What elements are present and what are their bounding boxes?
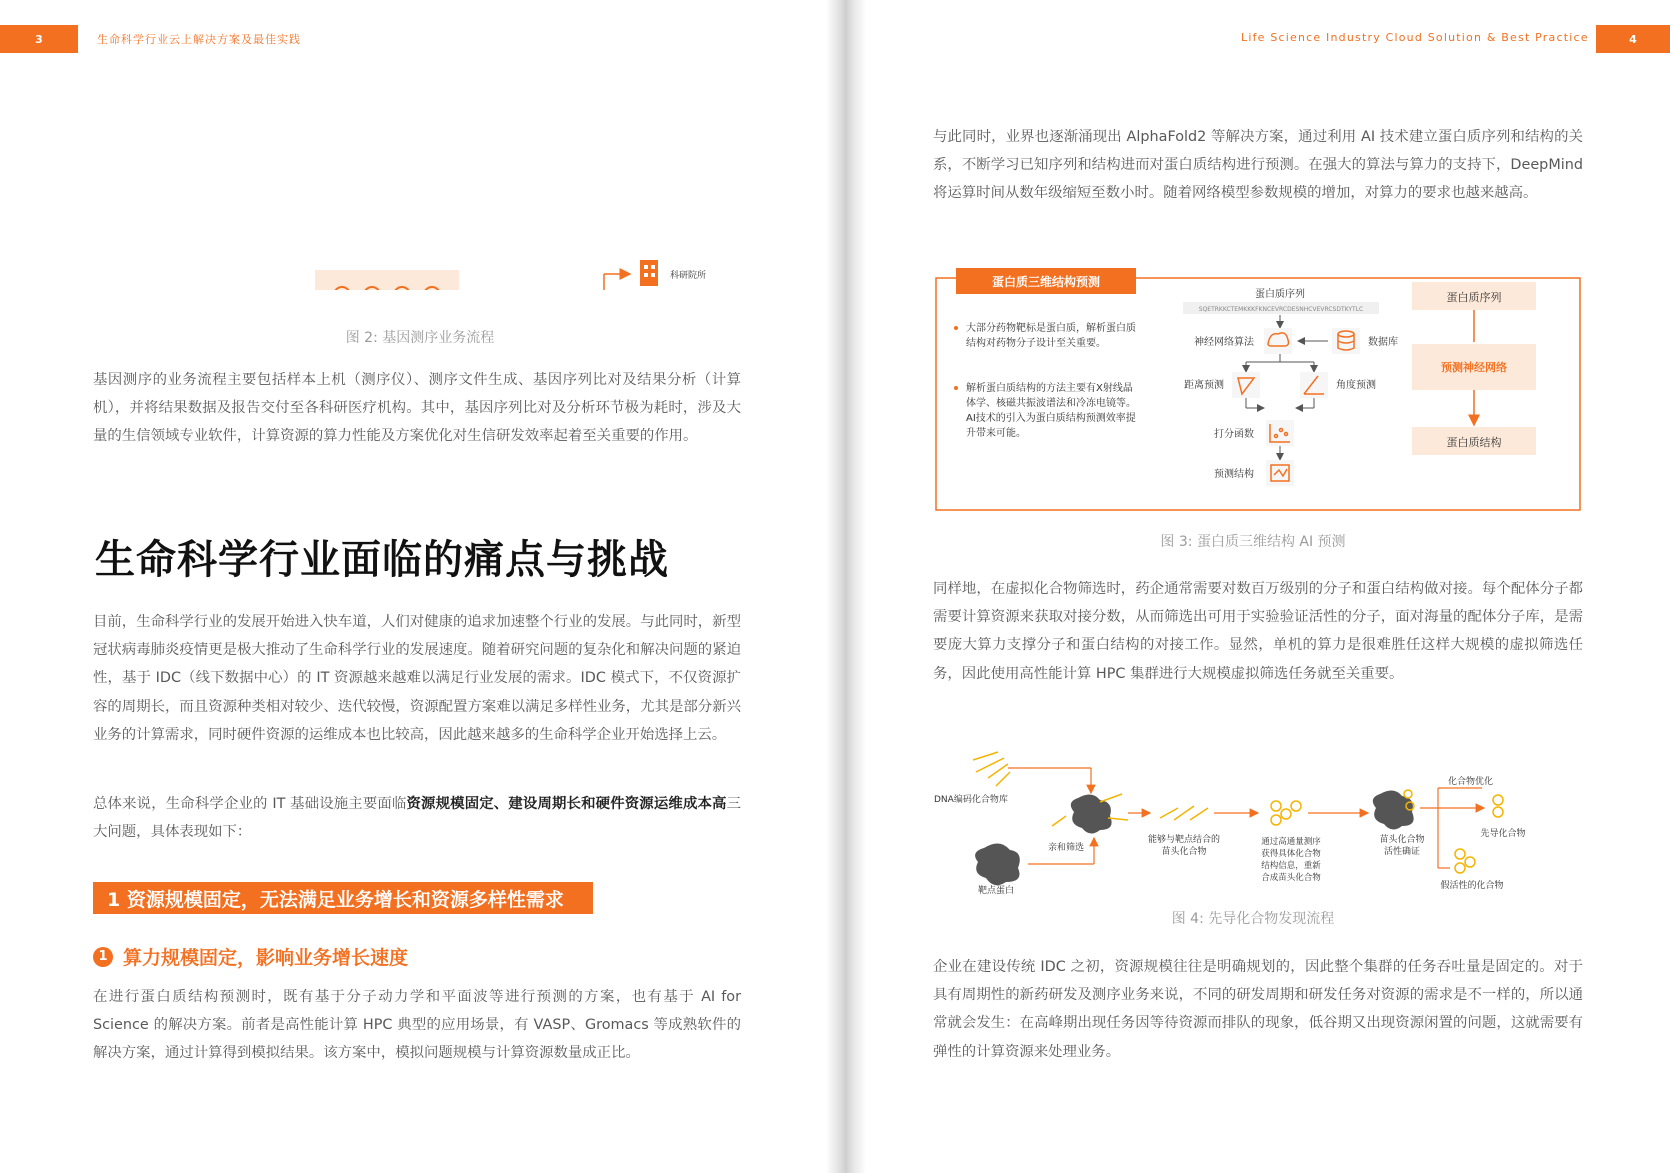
pipeline-box-label: 蛋白质序列 [1446,291,1502,304]
paragraph: 基因测序的业务流程主要包括样本上机（测序仪）、测序文件生成、基因序列比对及结果分析（计算机），并将结果数据及报告交付至各科研医疗机构。其中，基因序列比对及分析环节极为耗时，涉及大量的生信领域专业软件，计算资源的算力性能及方案优化对生信研发效率起着至关重要的作用。 [93,372,741,445]
predicted-label: 预测结构 [1214,469,1254,480]
page-number: 3 [0,25,78,53]
db-label: 数据库 [1368,337,1398,348]
protein-structure-prediction-diagram [838,260,1670,520]
subsection-title [93,943,408,970]
figure2-caption: 图 2: 基因测序业务流程 [345,330,495,346]
hits-label: 活性确证 [1383,847,1421,857]
paragraph: 与此同时，业界也逐渐涌现出 AlphaFold2 等解决方案，通过利用 AI 技术建立蛋白质序列和结构的关系，不断学习已知序列和结构进而对蛋白质结构进行预测。在强大的算法与算力的支持下，DeepMind 将运算时间从数年级缩短至数小时。随着网络模型参数规模的增加，对算力的要求也越来越高。 [933,129,1583,202]
molecule-icon [1271,801,1301,825]
bullet-text: 结构对药物分子设计至关重要。 [966,338,1106,349]
score-label: 打分函数 [1214,429,1254,440]
lead-label: 先导化合物 [1480,829,1526,839]
false-positive-icon [1455,849,1475,873]
paragraph: 目前，生命科学行业的发展开始进入快车道，人们对健康的追求加速整个行业的发展。与此同时，新型冠状病毒肺炎疫情更是极大推动了生命科学行业的发展速度。随着研究问题的复杂化和解决问题的紧迫性，基于 IDC（线下数据中心）的 IT 资源越来越难以满足行业发展的需求。IDC 模式下，不仅资源扩容的周期长，而且资源种类相对较少、迭代较慢，资源配置方案难以满足多样性业务，尤其是部分新兴业务的计算需求，同时硬件资源的运维成本也比较高，因此越来越多的生命科学企业开始选择上云。 [93,614,741,743]
hts-label: 获得具体化合物 [1261,849,1321,859]
lead-compound-discovery-diagram [838,738,1670,898]
binders-label: 能够与靶点结合的 [1147,835,1221,845]
target-protein-icon [975,843,1020,885]
gene-sequencing-flow-diagram [0,130,838,290]
distance-label: 距离预测 [1184,380,1224,391]
binders-label: 苗头化合物 [1161,847,1207,857]
target-label: 靶点蛋白 [978,886,1015,896]
right-page [838,0,1670,1173]
paragraph: 同样地，在虚拟化合物筛选时，药企通常需要对数百万级别的分子和蛋白结构做对接。每个配体分子都需要计算资源来获取对接分数，从而筛选出可用于实验验证活性的分子，面对海量的配体分子库，是需要庞大算力支撑分子和蛋白结构的对接工作。显然，单机的算力是很难胜任这样大规模的虚拟筛选任务，因此使用高性能计算 HPC 集群进行大规模虚拟筛选任务就至关重要。 [933,581,1583,682]
figure4-caption: 图 4: 先导化合物发现流程 [1171,911,1335,927]
hts-label: 结构信息，重新 [1261,861,1321,871]
false-positive-label: 假活性的化合物 [1440,881,1504,891]
hits-label: 苗头化合物 [1379,835,1425,845]
bullet-text: 升带来可能。 [966,428,1026,439]
bullet-text: 体学、核磁共振波谱法和冷冻电镜等。 [966,398,1136,409]
ngs-platform-box [315,270,459,290]
sequence-label: 蛋白质序列 [1255,289,1305,300]
binders-icon [1160,806,1208,820]
dna-library-icon [973,752,1010,786]
page-number: 4 [1596,25,1670,53]
hts-label: 通过高通量测序 [1261,837,1321,847]
section-heading: 生命科学行业面临的痛点与挑战 [95,537,669,583]
research-building-icon [640,260,658,286]
subsection-banner: 1 资源规模固定，无法满足业务增长和资源多样性需求 [93,882,593,914]
summary-text: 三大问题，具体表现如下： [93,796,741,841]
dna-library-label: DNA编码化合物库 [934,795,1008,805]
running-header: 生命科学行业云上解决方案及最佳实践 [97,33,301,46]
paragraph: 在进行蛋白质结构预测时，既有基于分子动力学和平面波等进行预测的方案，也有基于 AI for Science 的解决方案。前者是高性能计算 HPC 典型的应用场景，有 VASP、Gromacs 等成熟软件的解决方案，通过计算得到模拟结果。该方案中，模拟问题规模与计算资源数量成正比。 [93,989,741,1062]
lead-compound-icon [1493,795,1503,817]
hts-label: 合成苗头化合物 [1261,873,1321,883]
summary-text: 总体来说，生命科学企业的 IT 基础设施主要面临 [93,796,407,812]
paragraph-summary [93,790,741,846]
nn-label: 神经网络算法 [1194,337,1254,348]
bullet-text: 大部分药物靶标是蛋白质，解析蛋白质 [966,323,1136,334]
figure-title: 蛋白质三维结构预测 [991,275,1101,289]
bullet-text: AI技术的引入为蛋白质结构预测效率提 [966,413,1136,424]
dest-research-label: 科研院所 [670,271,707,281]
optimization-label: 化合物优化 [1448,777,1494,787]
sequence-text: SQETRKKCTEMKKKFKNCEVRCDESNHCVEVRCSDTKYTLC [1198,306,1364,313]
angle-label: 角度预测 [1336,380,1376,391]
pipeline-box-label: 蛋白质结构 [1446,436,1502,449]
screen-label: 亲和筛选 [1048,843,1085,853]
pipeline-box-label: 预测神经网络 [1441,361,1507,374]
subsection-number: 1 [93,947,113,967]
subsection-title-text: 算力规模固定，影响业务增长速度 [123,947,409,969]
running-header: Life Science Industry Cloud Solution & Best Practice [1241,31,1589,44]
book-gutter [826,0,866,1173]
bullet-text: 解析蛋白质结构的方法主要有X射线晶 [966,383,1133,394]
figure3-caption: 图 3: 蛋白质三维结构 AI 预测 [1160,534,1346,550]
paragraph: 企业在建设传统 IDC 之初，资源规模往往是明确规划的，因此整个集群的任务吞吐量是固定的。对于具有周期性的新药研发及测序业务来说，不同的研发周期和研发任务对资源的需求是不一样的，所以通常就会发生：在高峰期出现任务因等待资源而排队的现象，低谷期又出现资源闲置的问题，这就需要有弹性的计算资源来处理业务。 [933,959,1583,1060]
summary-bold: 资源规模固定、建设周期长和硬件资源运维成本高 [406,796,727,812]
